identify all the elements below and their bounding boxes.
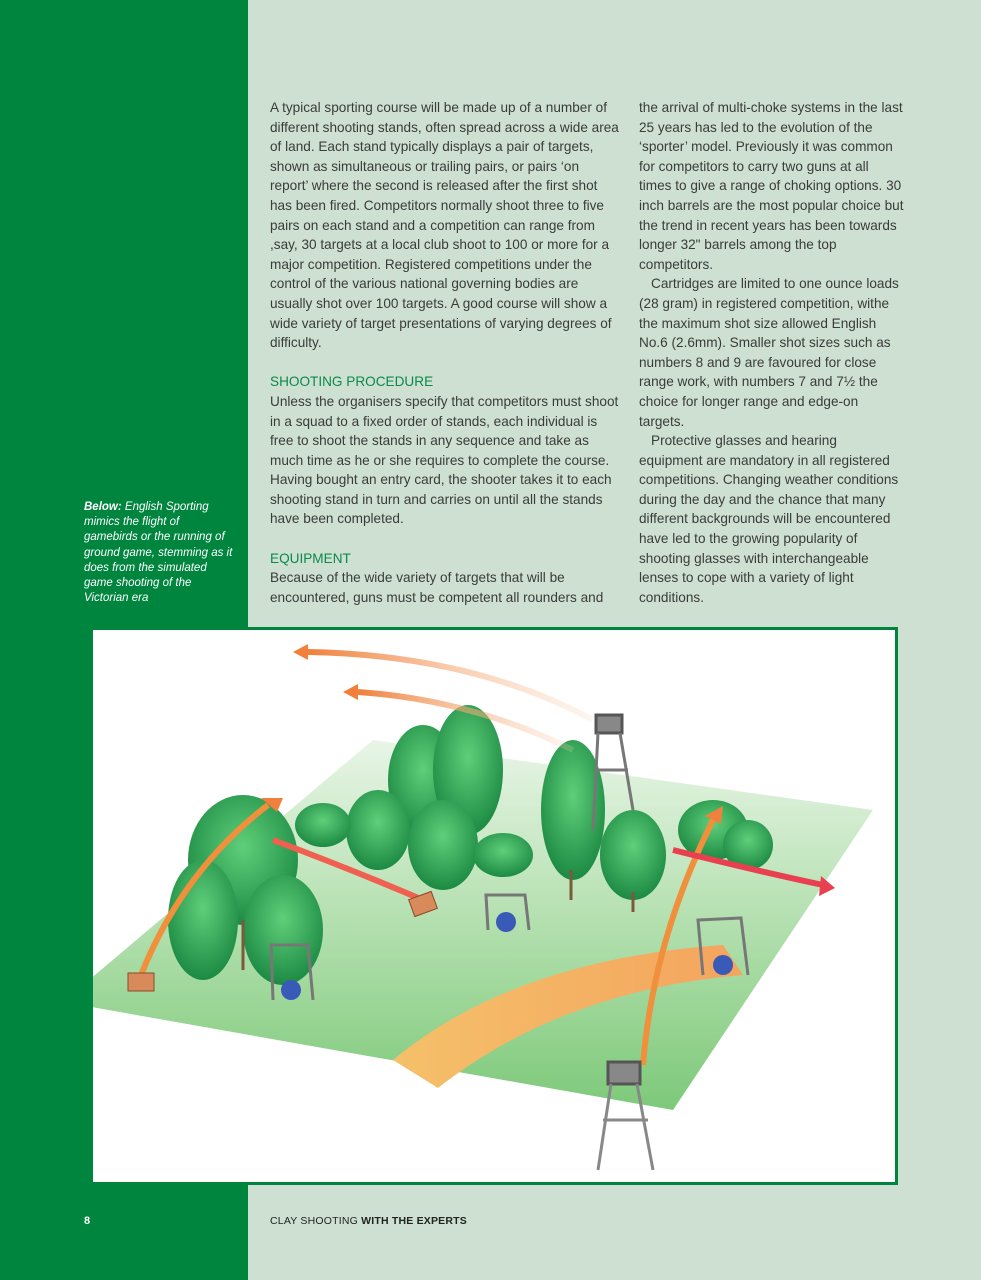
sporting-course-illustration	[90, 627, 898, 1185]
text-column-1	[270, 98, 620, 607]
paragraph: the arrival of multi-choke systems in the last 25 years has led to the evolution of the ‘sporter’ model. Previously it was common for competitors to carry two guns at all times to give a range of choking options. 30 inch barrels are the most popular choice but the trend in recent years has been towards longer 32" barrels among the top competitors.	[639, 100, 904, 272]
section-heading-equipment: EQUIPMENT	[270, 550, 351, 566]
footer-title-bold: WITH THE EXPERTS	[361, 1215, 467, 1227]
paragraph: A typical sporting course will be made up of a number of different shooting stands, often spread across a wide area of land. Each stand typically displays a pair of targets, shown as simultaneous or trailing pairs, or pairs ‘on report’ where the second is released after the first shot has been fired. Competitors normally shoot three to five pairs on each stand and a competition can range from ,say, 30 targets at a local club shoot to 100 or more for a major competition. Registered competitions under the control of the various national governing bodies are usually shot over 100 targets. A good course will show a wide variety of target presentations of varying degrees of difficulty.	[270, 100, 619, 351]
target-flight-arrow	[308, 652, 593, 720]
trap-box	[128, 973, 154, 991]
section-heading-shooting-procedure: SHOOTING PROCEDURE	[270, 374, 434, 390]
caption-lead: Below:	[84, 501, 122, 513]
figure-caption	[84, 500, 234, 606]
footer-title-light: CLAY SHOOTING	[270, 1215, 358, 1227]
caption-text: English Sporting mimics the flight of gamebirds or the running of ground game, stemming as it does from the simulated game shooting of the Victorian era	[84, 501, 233, 605]
text-column-2	[639, 98, 904, 607]
page-number: 8	[84, 1215, 91, 1227]
paragraph: Cartridges are limited to one ounce loads (28 gram) in registered competition, withe the maximum shot size allowed English No.6 (2.6mm). Smaller shot sizes such as numbers 8 and 9 are favoured for close range work, with numbers 7 and 7½ the choice for longer range and edge-on targets.	[639, 276, 899, 429]
paragraph: Because of the wide variety of targets that will be encountered, guns must be competent all rounders and	[270, 570, 604, 605]
course-diagram-svg	[93, 630, 895, 1182]
paragraph: Unless the organisers specify that competitors must shoot in a squad to a fixed order of stands, each individual is free to shoot the stands in any sequence and take as much time as he or she requires to complete the course. Having bought an entry card, the shooter takes it to each shooting stand in turn and carries on until all the stands have been completed.	[270, 393, 619, 527]
running-footer	[270, 1215, 467, 1227]
paragraph: Protective glasses and hearing equipment are mandatory in all registered competitions. Changing weather conditions during the day and the chance that many different backgrounds will be encountered have led to the growing popularity of shooting glasses with interchangeable lenses to cope with a variety of light conditions.	[639, 433, 899, 605]
